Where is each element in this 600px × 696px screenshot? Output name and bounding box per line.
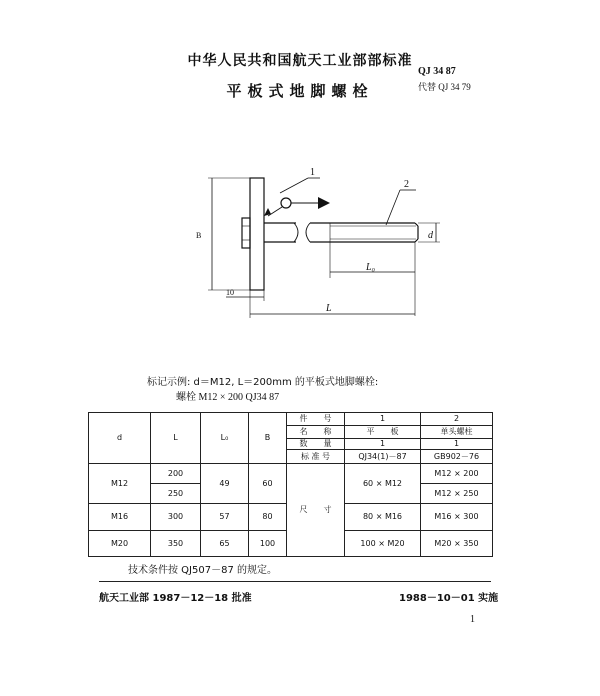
table-row-B: 80 (249, 504, 287, 531)
header-item-no: 件 号 (287, 413, 345, 426)
weld-symbol-circle (281, 198, 291, 208)
replaces-code: 代替 QJ 34 79 (418, 82, 471, 92)
table-row-d: M16 (89, 504, 151, 531)
dim-L-label: L (326, 303, 332, 314)
header-L0: L₀ (201, 413, 249, 464)
marking-example-line-1: 标记示例: d＝M12, L＝200mm 的平板式地脚螺栓: (147, 377, 379, 388)
col2-item: 2 (421, 413, 493, 426)
table-row-plate: 60 × M12 (345, 464, 421, 504)
header-d: d (89, 413, 151, 464)
technical-conditions-note: 技术条件按 QJ507－87 的规定。 (128, 565, 277, 576)
table-row-plate: 80 × M16 (345, 504, 421, 531)
header-B: B (249, 413, 287, 464)
table-row-L0: 49 (201, 464, 249, 504)
table-row-L: 300 (151, 504, 201, 531)
size-label: 尺 寸 (287, 464, 345, 557)
table-row-plate: 100 × M20 (345, 531, 421, 557)
bolt-drawing (190, 166, 450, 326)
table-row-d: M20 (89, 531, 151, 557)
table-row-L: 350 (151, 531, 201, 557)
effective-date: 1988－10－01 实施 (399, 593, 499, 604)
table-row-L: 200 (151, 464, 201, 484)
table-row-stud: M12 × 250 (421, 484, 493, 504)
page-title: 平板式地脚螺栓 (226, 82, 374, 100)
table-row-L0: 57 (201, 504, 249, 531)
col1-name: 平 板 (345, 426, 421, 439)
approval-line: 航天工业部 1987－12－18 批准 (99, 593, 252, 604)
table-row-L0: 65 (201, 531, 249, 557)
col1-qty: 1 (345, 439, 421, 450)
table-row-L: 250 (151, 484, 201, 504)
plate-outline (250, 178, 264, 290)
page-number: 1 (470, 614, 475, 625)
header-name: 名 称 (287, 426, 345, 439)
col2-qty: 1 (421, 439, 493, 450)
nut-outline (242, 218, 250, 248)
footer-divider (99, 581, 491, 582)
col2-std: GB902－76 (421, 450, 493, 464)
table-row-stud: M20 × 350 (421, 531, 493, 557)
table-row-stud: M12 × 200 (421, 464, 493, 484)
header-L: L (151, 413, 201, 464)
standard-organization: 中华人民共和国航天工业部部标准 (187, 53, 413, 69)
dim-L0-label: L₀ (366, 262, 376, 273)
table-row-B: 100 (249, 531, 287, 557)
col1-std: QJ34(1)－87 (345, 450, 421, 464)
dim-10-label: 10 (226, 288, 234, 297)
table-row-B: 60 (249, 464, 287, 504)
marking-example-line-2: 螺栓 M12 × 200 QJ34 87 (176, 392, 280, 403)
header-standard-no: 标 准 号 (287, 450, 345, 464)
col2-name: 单头螺柱 (421, 426, 493, 439)
header-quantity: 数 量 (287, 439, 345, 450)
spec-table (88, 412, 493, 557)
col1-item: 1 (345, 413, 421, 426)
standard-code: QJ 34 87 (418, 66, 456, 77)
dim-B-label: B (196, 231, 202, 240)
callout-2: 2 (404, 179, 409, 190)
table-row-d: M12 (89, 464, 151, 504)
table-row-stud: M16 × 300 (421, 504, 493, 531)
callout-1: 1 (310, 167, 315, 178)
dim-d-label: d (428, 230, 433, 241)
